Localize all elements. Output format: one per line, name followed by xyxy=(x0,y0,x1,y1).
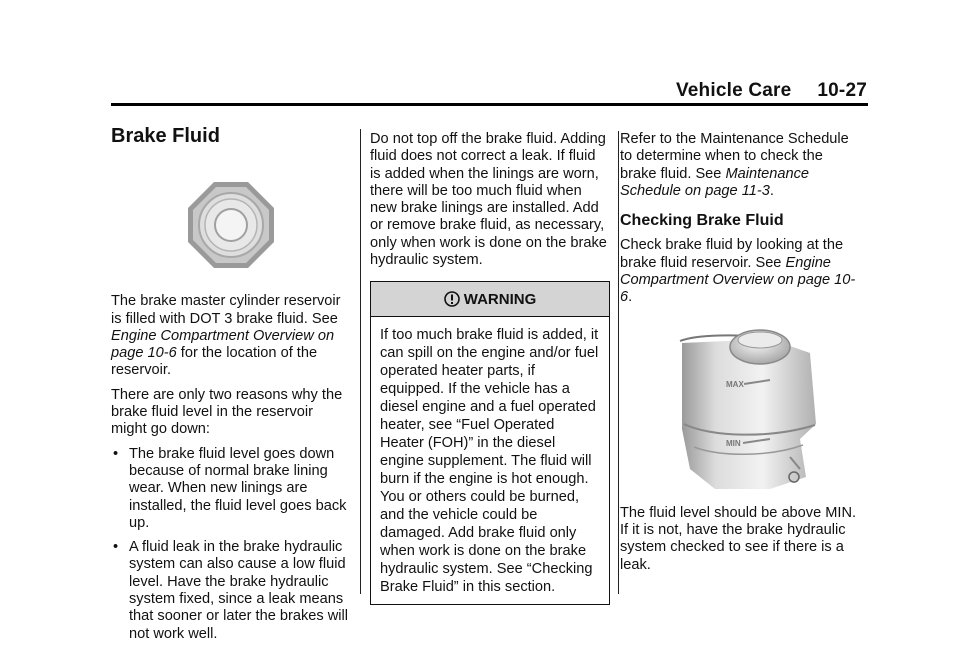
reasons-list xyxy=(111,446,351,643)
section-heading: Brake Fluid xyxy=(111,125,220,147)
warning-title: WARNING xyxy=(463,290,537,308)
column-1 xyxy=(111,125,351,650)
page-number: 10-27 xyxy=(817,80,867,101)
brake-fluid-cap-icon xyxy=(111,179,351,271)
reasons-paragraph: There are only two reasons why the brake fluid level in the reservoir might go down: xyxy=(111,386,343,438)
bullet-icon: • xyxy=(113,445,119,462)
bullet-icon: • xyxy=(113,539,119,556)
intro-paragraph: The brake master cylinder reservoir is filled with DOT 3 brake fluid. See Engine Compartment Overview on page 10-6 for the location of the reservoir. xyxy=(111,293,341,379)
brake-fluid-reservoir-photo xyxy=(620,329,860,499)
column-divider xyxy=(360,129,361,594)
column-3 xyxy=(620,131,860,581)
column-divider xyxy=(618,131,619,594)
top-off-paragraph: Do not top off the brake fluid. Adding fluid does not correct a leak. If fluid is added when the linings are worn, there will be too much fluid when new brake linings are installed. Add or remove brake fluid, as necessary, only when work is done on the brake hydraulic system. xyxy=(370,131,607,269)
warning-icon xyxy=(444,291,460,307)
warning-text: If too much brake fluid is added, it can spill on the engine and/or fuel operated heater parts, if equipped. If the vehicle has a diesel engine and a fuel operated heater, see “Fuel Operated Heater (FOH)” in the diesel engine supplement. The fluid will burn if the engine is hot enough. You or others could be burned, and the vehicle could be damaged. Add brake fluid only when work is done on the brake hydraulic system. See “Checking Brake Fluid” in this section. xyxy=(380,327,599,596)
warning-box xyxy=(370,281,610,605)
list-item: • The brake fluid level goes down because of normal brake lining wear. When new linings are installed, the fluid level goes back up. xyxy=(113,445,347,531)
cross-reference-link[interactable]: Engine Compartment Overview on page 10-6 xyxy=(111,327,335,362)
max-mark: MAX xyxy=(726,379,744,389)
cross-reference-link[interactable]: Maintenance Schedule on page 11-3 xyxy=(620,165,810,199)
cross-reference-link[interactable]: Engine Compartment Overview on page 10-6 xyxy=(620,254,856,306)
header-rule xyxy=(111,103,868,106)
subsection-heading: Checking Brake Fluid xyxy=(620,212,784,230)
running-header xyxy=(676,80,867,102)
column-2 xyxy=(370,131,610,605)
warning-header xyxy=(371,282,609,317)
min-mark: MIN xyxy=(726,438,741,448)
schedule-paragraph: Refer to the Maintenance Schedule to determine when to check the brake fluid. See Maintenance Schedule on page 11-3. xyxy=(620,131,849,199)
section-title: Vehicle Care xyxy=(675,80,792,101)
fluid-level-paragraph: The fluid level should be above MIN. If it is not, have the brake hydraulic system checked to see if there is a leak. xyxy=(620,504,857,573)
list-item: • A fluid leak in the brake hydraulic system can also cause a low fluid level. Have the brake hydraulic system fixed, since a leak means that sooner or later the brakes will not work well. xyxy=(113,539,349,642)
checking-paragraph: Check brake fluid by looking at the brake fluid reservoir. See Engine Compartment Overview on page 10-6. xyxy=(620,237,856,306)
